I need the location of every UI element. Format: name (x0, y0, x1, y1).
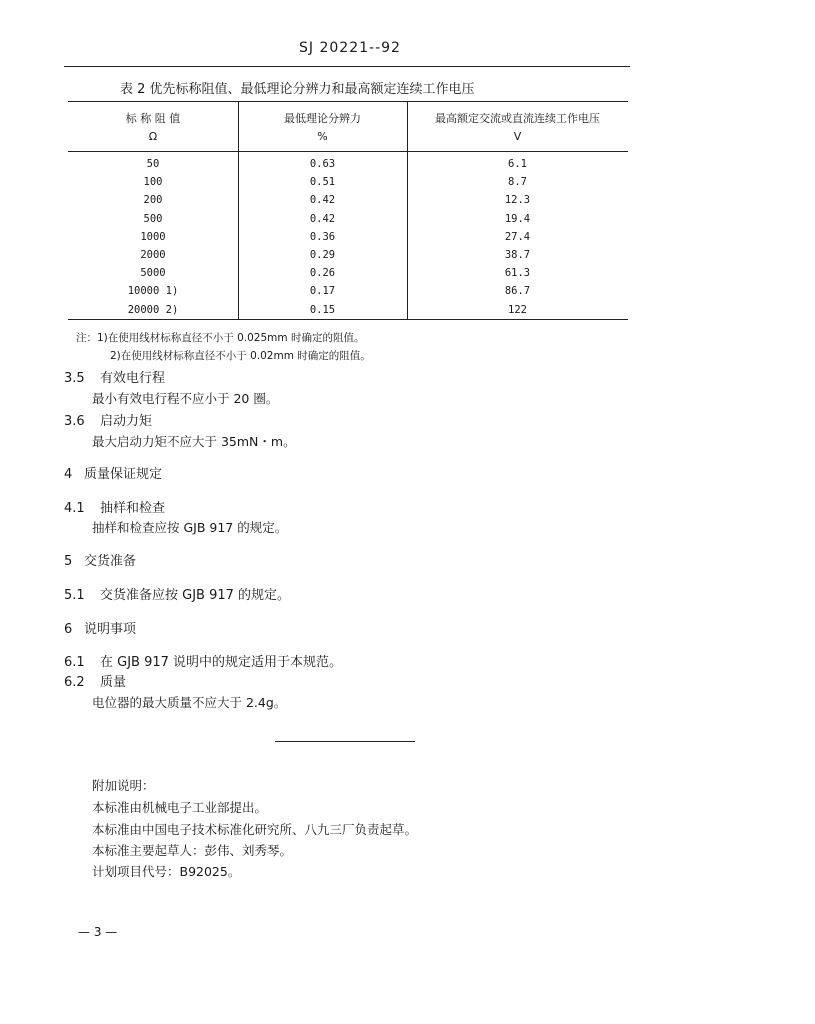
table-cell: 500 (143, 212, 163, 225)
table-cell: 61.3 (504, 267, 531, 280)
section-title: 说明事项 (84, 622, 137, 637)
section-body-4-1: 抽样和检查应按 GJB 917 的规定。 (92, 520, 288, 535)
section-heading-6 (64, 618, 136, 637)
section-body-6-2: 电位器的最大质量不应大于 2.4g。 (92, 695, 287, 710)
table-cell: 0.17 (309, 285, 336, 298)
table-cell: 12.3 (504, 194, 531, 207)
section-title: 抽样和检查 (100, 501, 166, 516)
table-cell: 10000 1) (127, 285, 179, 298)
section-number: 4.1 (64, 501, 85, 516)
table-cell: 2000 (140, 249, 166, 261)
table-cell: 0.42 (309, 212, 336, 225)
additional-note-line: 计划项目代号：B92025。 (92, 864, 241, 879)
table-header-rule (68, 151, 628, 152)
table-cell: 100 (143, 176, 163, 189)
section-title: 质量保证规定 (84, 467, 163, 482)
table-cell: 6.1 (508, 158, 527, 170)
section-body-3-5: 最小有效电行程不应小于 20 圈。 (92, 391, 279, 406)
table-cell: 19.4 (504, 212, 531, 225)
section-title: 有效电行程 (100, 371, 166, 386)
section-number: 5.1 (64, 588, 85, 603)
section-title: 在 GJB 917 说明中的规定适用于本规范。 (100, 655, 343, 670)
table-cell: 8.7 (508, 176, 527, 189)
table-header-resistance-unit: Ω (148, 130, 158, 143)
table-cell: 0.36 (309, 230, 336, 243)
table-cell: 1000 (140, 230, 166, 243)
section-title: 交货准备 (84, 554, 137, 569)
additional-note-line: 本标准由机械电子工业部提出。 (92, 800, 268, 815)
section-heading-5 (64, 550, 136, 569)
document-code: SJ 20221--92 (299, 40, 401, 56)
table-bottom-rule (68, 319, 628, 320)
table-cell: 0.42 (309, 194, 336, 207)
table-cell: 5000 (140, 267, 166, 280)
table-header-resistance: 标 称 阻 值 (125, 112, 181, 125)
additional-note-line: 本标准主要起草人：彭伟、刘秀琴。 (92, 843, 293, 858)
section-heading-5-1 (64, 584, 290, 603)
header-rule (64, 66, 630, 67)
section-title: 质量 (100, 675, 127, 690)
table-title: 表 2 优先标称阻值、最低理论分辨力和最高额定连续工作电压 (120, 82, 475, 97)
section-body-3-6: 最大启动力矩不应大于 35mN・m。 (92, 434, 296, 449)
section-heading-3-5 (64, 367, 165, 386)
section-number: 3.6 (64, 414, 85, 429)
table-cell: 50 (146, 158, 160, 170)
additional-note-line: 本标准由中国电子技术标准化研究所、八九三厂负责起草。 (92, 822, 418, 837)
section-number: 6.2 (64, 675, 85, 690)
section-heading-6-1 (64, 651, 342, 670)
table-cell: 0.15 (309, 303, 336, 316)
table-cell: 0.29 (309, 249, 336, 261)
table-cell: 200 (143, 194, 163, 207)
table-cell: 86.7 (504, 285, 531, 298)
section-number: 6.1 (64, 655, 85, 670)
section-number: 6 (64, 622, 73, 637)
table-cell: 20000 2) (127, 303, 179, 316)
table-header-resolution-unit: % (317, 130, 328, 143)
section-title: 启动力矩 (100, 414, 153, 429)
section-heading-6-2 (64, 671, 126, 690)
table-cell: 122 (508, 303, 527, 316)
section-number: 3.5 (64, 371, 85, 386)
section-title: 交货准备应按 GJB 917 的规定。 (100, 588, 291, 603)
section-heading-4 (64, 463, 162, 482)
section-number: 5 (64, 554, 73, 569)
table-note-2: 2)在使用线材标称直径不小于 0.02mm 时确定的阻值。 (110, 350, 371, 362)
table-header-voltage: 最高额定交流或直流连续工作电压 (435, 112, 600, 125)
table-cell: 38.7 (504, 249, 531, 261)
section-heading-4-1 (64, 497, 165, 516)
table-cell: 0.51 (309, 176, 336, 189)
table-cell: 27.4 (504, 230, 531, 243)
page-number: — 3 — (78, 925, 118, 939)
section-heading-3-6 (64, 410, 152, 429)
table-cell: 0.26 (309, 267, 336, 280)
table-header-resolution: 最低理论分辨力 (284, 112, 361, 125)
table-top-rule (68, 101, 628, 102)
section-number: 4 (64, 467, 73, 482)
table-header-voltage-unit: V (513, 130, 522, 143)
table-cell: 0.63 (309, 158, 336, 170)
end-rule (275, 741, 415, 742)
table-note-1: 注：1)在使用线材标称直径不小于 0.025mm 时确定的阻值。 (76, 332, 365, 344)
additional-notes-heading: 附加说明： (92, 778, 155, 793)
